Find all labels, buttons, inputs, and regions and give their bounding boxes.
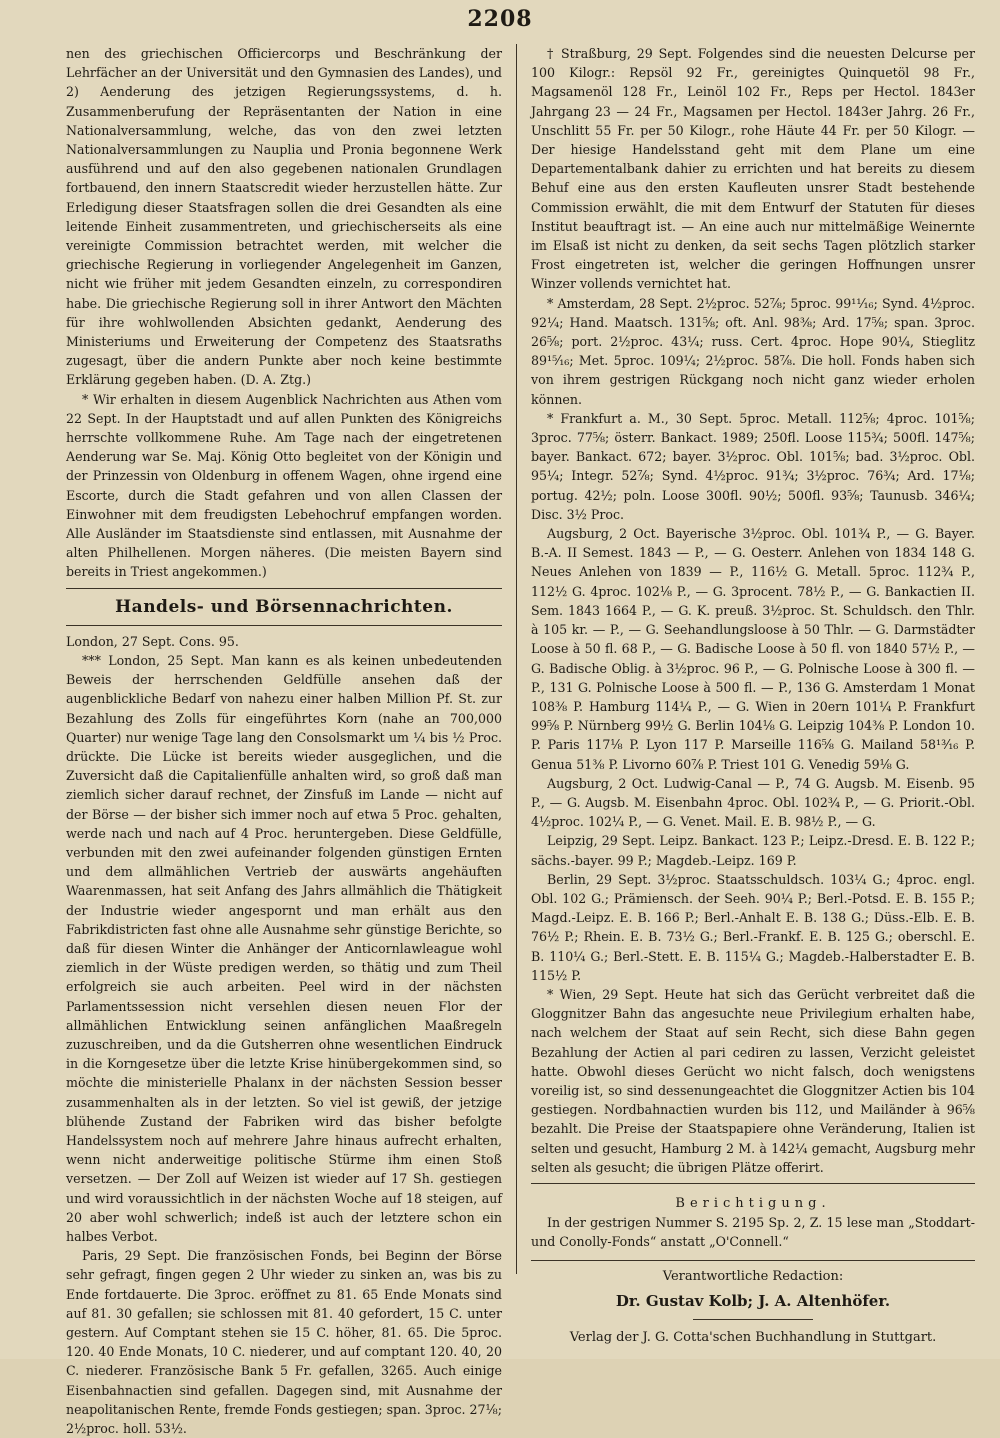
london-consols-line: London, 27 Sept. Cons. 95. — [66, 633, 239, 649]
notice-rule — [531, 1183, 975, 1184]
imprint-editors: Dr. Gustav Kolb; J. A. Altenhöfer. — [615, 1291, 891, 1310]
article-augsburg-1: Augsburg, 2 Oct. Bayerische 3½proc. Obl. 101¾ P., — G. Bayer. B.-A. II Semest. 1843 — P., — G. Oesterr. Anlehen von 1834 148 G. Neues Anlehen von 1839 — P., 116½ G. Metall. 5proc. 112¾ P., 112½ G. 4proc. 102⅛ P., — G. 3procent. 78½ P., — G. Bankactien II. Sem. 1843 1664 P., — G. K. preuß. 3½proc. St. Schuldsch. den Thlr. à 105 kr. — P., — G. Seehandlungsloose à 50 Thlr. — G. Darmstädter Loose à 50 fl. 68 P., — G. Badische Loose à 50 fl. von 1840 57½ P., — G. Badische Oblig. à 3½proc. 96 P., — G. Polnische Loose à 300 fl. — P., 131 G. Polnische Loose à 500 fl. — P., 136 G. Amsterdam 1 Monat 108⅜ P. Hamburg 114¼ P., — G. Wien in 20ern 101¼ P. Frankfurt 99⅝ P. Nürnberg 99½ G. Berlin 104⅛ G. Leipzig 104⅜ P. London 10. P. Paris 117⅛ P. Lyon 117 P. Marseille 116⅝ G. Mailand 58¹³⁄₁₆ P. Genua 51⅜ P. Livorno 60⅞ P. Triest 101 G. Venedig 59⅛ G. — [531, 526, 975, 772]
imprint-short-rule — [693, 1319, 813, 1320]
article-wien: * Wien, 29 Sept. Heute hat sich das Gerücht verbreitet daß die Gloggnitzer Bahn das angesuchte neue Privilegium erhalten habe, nach welchem der Staat auf sein Recht, sich diese Bahn gegen Bezahlung der Actien al pari cediren zu lassen, Verzicht geleistet hatte. Obwohl dieses Gerücht wo nicht falsch, doch wenigstens voreilig ist, so sind dessenungeachtet die Gloggnitzer Actien bis 104 gestiegen. Nordbahnactien wurden bis 112, und Mailänder à 96⅝ bezahlt. Die Preise der Staatspapiere ohne Veränderung, Italien ist selten und gesucht, Hamburg 2 M. à 142¼ gemacht, Augsburg mehr selten als gesucht; die übrigen Plätze offerirt. — [531, 986, 975, 1175]
article-augsburg-2: Augsburg, 2 Oct. Ludwig-Canal — P., 74 G. Augsb. M. Eisenb. 95 P., — G. Augsb. M. Eisenbahn 4proc. Obl. 102¾ P., — G. Priorit.-Obl. 4½proc. 102¼ P., — G. Venet. Mail. E. B. 98½ P., — G. — [531, 775, 975, 830]
article-berlin: Berlin, 29 Sept. 3½proc. Staatsschuldsch. 103¼ G.; 4proc. engl. Obl. 102 G.; Prämiensch. der Seeh. 90¼ P.; Berl.-Potsd. E. B. 155 P.; Magd.-Leipz. E. B. 166 P.; Berl.-Anhalt E. B. 138 G.; Düss.-Elb. E. B. 76½ P.; Rhein. E. B. 73½ G.; Berl.-Frankf. E. B. 125 G.; oberschl. E. B. 110¼ G.; Berl.-Stett. E. B. 115¼ G.; Magdeb.-Halberstadter E. B. 115½ P. — [531, 871, 975, 983]
article-greece-continued: nen des griechischen Officiercorps und Beschränkung der Lehrfächer an der Universität und den Gymnasien des Landes), und 2) Aenderung des jetzigen Regierungssystems, d. h. Zusammenberufung der Repräsentanten der Nation in eine Nationalversammlung, welche, das von den zwei letzten Nationalversammlungen zu Nauplia und Pronia begonnene Werk ausführend und auf den also gegebenen nationalen Grundlagen fortbauend, den innern Staatscredit wieder herzustellen hätte. Zur Erledigung dieser Staatsfragen sollen die drei Gesandten als eine leitende Einheit zusammentreten, und griechischerseits als eine vereinigte Commission betrachtet werden, mit welcher die griechische Regierung in vorliegender Angelegenheit im Ganzen, nicht wie früher mit jedem Gesandten einzeln, zu correspondiren habe. Die griechische Regierung soll in ihrer Antwort den Mächten für ihre wohlwollenden Absichten gedankt, Aenderung des Ministeriums und Erweiterung der Competenz des Staatsraths zugesagt, über die andern Punkte aber noch keine bestimmte Erklärung gegeben haben. (D. A. Ztg.) — [66, 46, 502, 388]
article-athens: * Wir erhalten in diesem Augenblick Nachrichten aus Athen vom 22 Sept. In der Hauptstadt und auf allen Punkten des Königreichs herrschte vollkommene Ruhe. Am Tage nach der eingetretenen Aenderung war Se. Maj. König Otto begleitet von der Königin und der Prinzessin von Oldenburg in offenem Wagen, ohne irgend eine Escorte, durch die Stadt gefahren und von allen Classen der Einwohner mit dem freudigsten Lebehochruf empfangen worden. Alle Ausländer im Staatsdienste sind entlassen, mit Ausnahme der alten Philhellenen. Morgen näheres. (Die meisten Bayern sind bereits in Triest angekommen.) — [66, 391, 502, 580]
article-london-market: *** London, 25 Sept. Man kann es als keinen unbedeutenden Beweis der herrschenden Geldfülle ansehen daß der augenblickliche Bedarf von nahezu einer halben Million Pf. St. zur Bezahlung des Zolls für eingeführtes Korn (nahe an 700,000 Quarter) nur wenige Tage lang den Consolsmarkt um ¼ bis ½ Proc. drückte. Die Lücke ist bereits wieder ausgeglichen, und die Zuversicht daß die Capitalienfülle anhalten wird, so groß daß man ziemlich sicher darauf rechnet, der Zinsfuß im Lande — nicht auf der Börse — der bisher sich immer noch auf etwa 5 Proc. gehalten, werde nach und nach auf 4 Proc. heruntergeben. Diese Geldfülle, verbunden mit den zwei aufeinander folgenden günstigen Ernten und dem allmählichen Vertrieb der auswärts angehäuften Waarenmassen, hat seit Anfang des Jahrs allmählich die Thätigkeit der Industrie wieder angespornt und man erhält aus den Fabrikdistricten fast ohne alle Ausnahme sehr günstige Berichte, so daß für diesen Winter die Anhänger der Anticornlawleague wohl ziemlich in der Wüste predigen werden, so thätig und zum Theil erfolgreich sie auch arbeiten. Peel wird in der nächsten Parlamentssession nicht versehlen diesen neuen Flor der allmählichen Entwicklung seinen anfänglichen Maaßregeln zuzuschreiben, und da die Gutsherren ohne wesentlichen Eindruck in die Korngesetze über die letzte Krise hinübergekommen sind, so möchte die ministerielle Phalanx in der nächsten Session besser zusammenhalten als in der letzten. So viel ist gewiß, der jetzige blühende Zustand der Fabriken wird das bisher befolgte Handelssystem noch auf mehrere Jahre hinaus aufrecht erhalten, wenn nicht anderweitige politische Stürme ihm einen Stoß versetzen. — Der Zoll auf Weizen ist wieder auf 17 Sh. gestiegen und wird voraussichtlich in der nächsten Woche auf 18 steigen, auf 20 aber wohl schwerlich; indeß ist auch der letztere schon ein halbes Verbot. — [66, 652, 502, 1244]
right-column — [531, 44, 975, 1349]
imprint-rule — [531, 1260, 975, 1261]
article-leipzig: Leipzig, 29 Sept. Leipz. Bankact. 123 P.; Leipz.-Dresd. E. B. 122 P.; sächs.-bayer. 99 P.; Magdeb.-Leipz. 169 P. — [531, 833, 975, 868]
notice-body: In der gestrigen Nummer S. 2195 Sp. 2, Z. 15 lese man „Stoddart- und Conolly-Fonds“ anstatt „O'Connell.“ — [531, 1215, 975, 1250]
article-frankfurt: * Frankfurt a. M., 30 Sept. 5proc. Metall. 112⅝; 4proc. 101⅝; 3proc. 77⅝; österr. Bankact. 1989; 250fl. Loose 115¾; 500fl. 147⅝; bayer. Bankact. 672; bayer. 3½proc. Obl. 101⅝; bad. 3½proc. Obl. 95¼; Integr. 52⅞; Synd. 4½proc. 91¾; 3½proc. 76¾; Ard. 17⅛; portug. 42½; poln. Loose 300fl. 90½; 500fl. 93⅝; Taunusb. 346¼; Disc. 3½ Proc. — [531, 410, 975, 522]
section-heading: Handels- und Börsennachrichten. — [115, 596, 453, 617]
article-paris-market: Paris, 29 Sept. Die französischen Fonds, bei Beginn der Börse sehr gefragt, fingen gegen 2 Uhr wieder zu sinken an, was bis zu Ende fortdauerte. Die 3proc. eröffnet zu 81. 65 Ende Monats sind auf 81. 30 gefallen; sie schlossen mit 81. 40 gefordert, 15 C. unter gestern. Auf Comptant stehen sie 15 C. höher, 81. 65. Die 5proc. 120. 40 Ende Monats, 10 C. niederer, und auf comptant 120. 40, 20 C. niederer. Französische Bank 5 Fr. gefallen, 3265. Auch einige Eisenbahnactien sind gefallen. Dagegen sind, mit Ausnahme der neapolitanischen Rente, fremde Fonds gestiegen; span. 3proc. 27⅛; 2½proc. holl. 53½. — [66, 1248, 502, 1437]
left-column — [66, 44, 502, 1437]
section-rule-top — [66, 588, 502, 589]
section-rule-bottom — [66, 625, 502, 626]
imprint-label: Verantwortliche Redaction: — [662, 1268, 844, 1284]
article-strassburg: † Straßburg, 29 Sept. Folgendes sind die neuesten Delcurse per 100 Kilogr.: Repsöl 92 Fr., gereinigtes Quinquetöl 98 Fr., Magsamenöl 128 Fr., Leinöl 102 Fr., Reps per Hectol. 1843er Jahrgang 23 — 24 Fr., Magsamen per Hectol. 1843er Jahrg. 26 Fr., Unschlitt 55 Fr. per 50 Kilogr., rohe Häute 44 Fr. per 50 Kilogr. — Der hiesige Handelsstand geht mit dem Plane um eine Departementalbank dahier zu errichten und hat bereits zu diesem Behuf eine aus den ersten Kaufleuten unsrer Stadt bestehende Commission erwählt, die mit dem Entwurf der Statuten für dieses Institut beauftragt ist. — An eine auch nur mittelmäßige Weinernte im Elsaß ist nicht zu denken, da seit sechs Tagen plötzlich starker Frost eingetreten ist, welcher die geringen Hoffnungen unsrer Winzer vollends vernichtet hat. — [531, 46, 975, 292]
article-amsterdam: * Amsterdam, 28 Sept. 2½proc. 52⅞; 5proc. 99¹¹⁄₁₆; Synd. 4½proc. 92¼; Hand. Maatsch. 131⅝; oft. Anl. 98⅜; Ard. 17⅝; span. 3proc. 26⅝; port. 2½proc. 43¼; russ. Cert. 4proc. Hope 90¼, Stieglitz 89¹⁵⁄₁₆; Met. 5proc. 109¼; 2½proc. 58⅞. Die holl. Fonds haben sich von ihrem gestrigen Rückgang noch nicht ganz wieder erholen können. — [531, 295, 975, 407]
imprint-publisher: Verlag der J. G. Cotta'schen Buchhandlung in Stuttgart. — [569, 1330, 937, 1345]
page-number: 2208 — [467, 6, 533, 32]
column-divider — [516, 44, 517, 1274]
notice-title: Berichtigung. — [675, 1195, 831, 1211]
